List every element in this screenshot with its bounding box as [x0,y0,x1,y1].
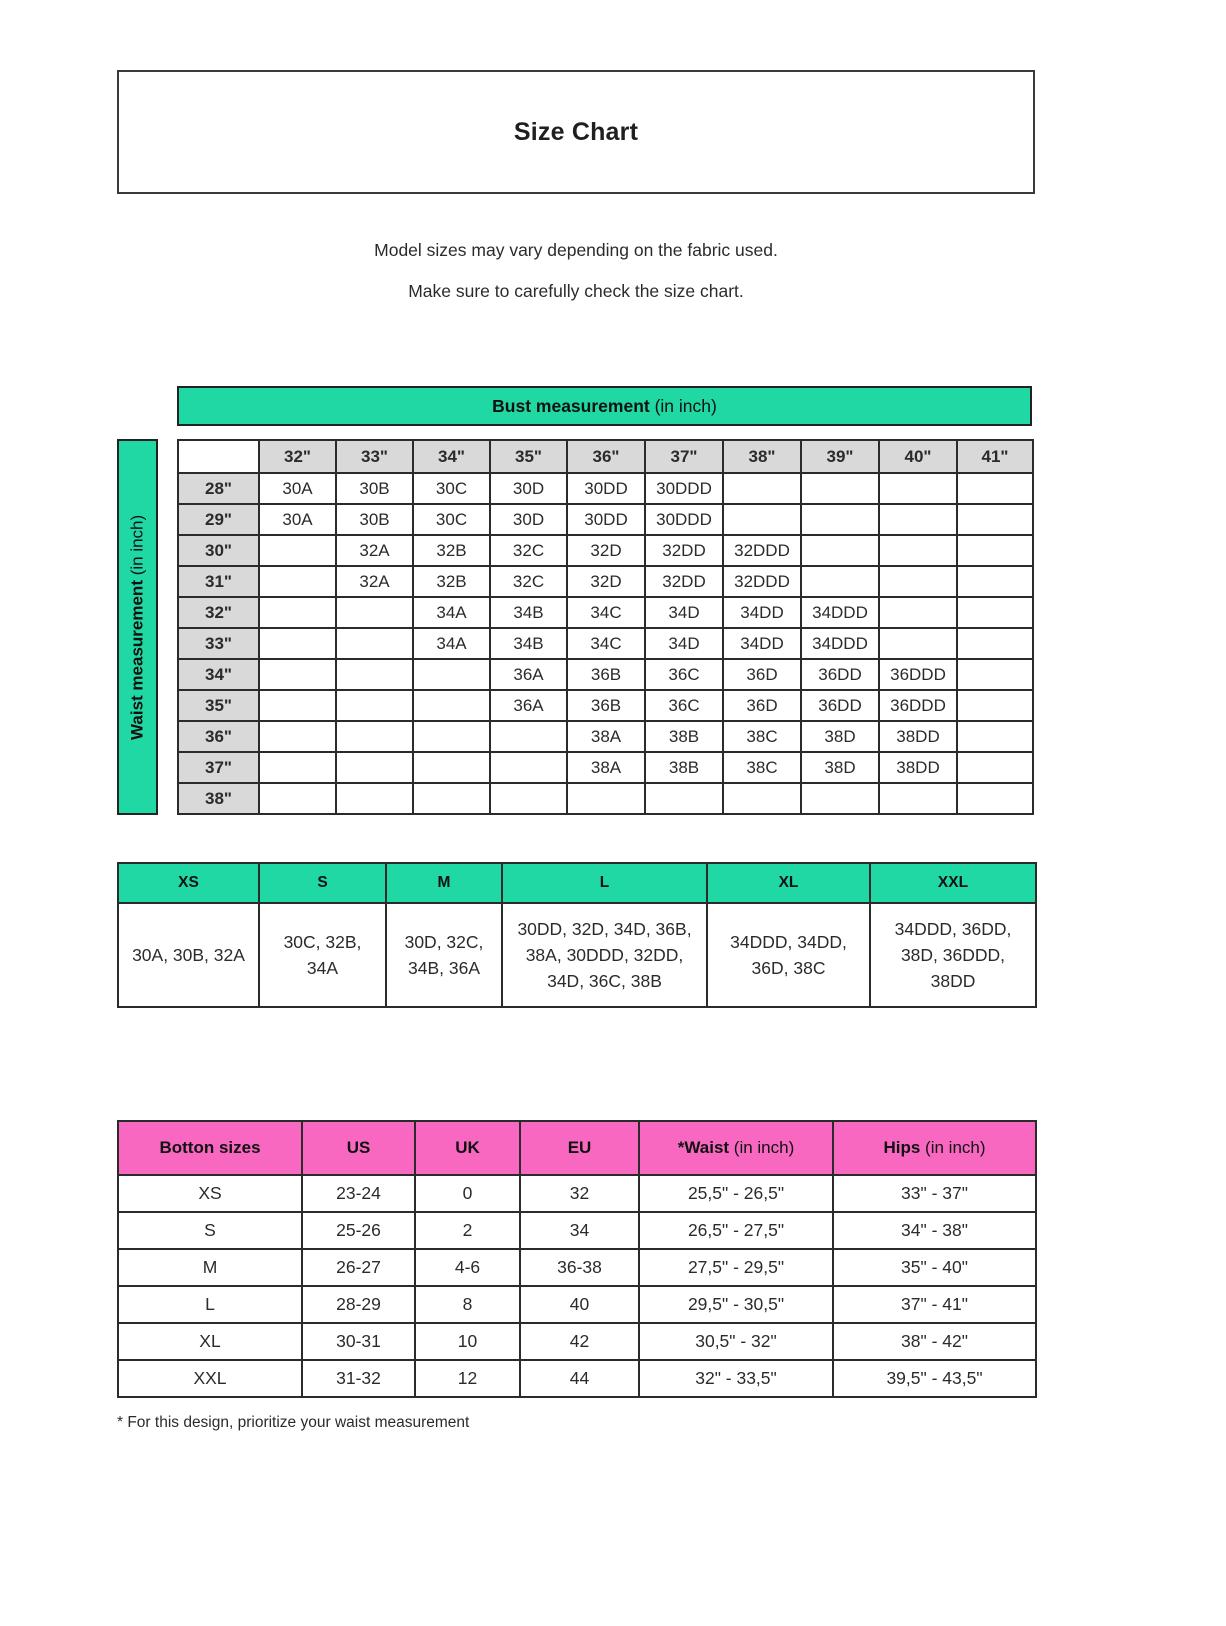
bust-size-cell [957,659,1033,690]
bottom-col-header-bold: Botton sizes [159,1138,261,1157]
bust-col-header: 41" [957,440,1033,473]
bottom-col-header [639,1121,833,1175]
size-group-header: XL [707,863,870,903]
bust-size-cell: 38D [801,721,879,752]
bottom-size-cell: 32 [520,1175,639,1212]
bust-size-cell: 36D [723,659,801,690]
bust-size-cell [879,535,957,566]
size-group-sizes: 30D, 32C, 34B, 36A [386,903,502,1007]
bust-size-cell: 38A [567,721,645,752]
waist-row-header: 28" [178,473,259,504]
bust-size-cell: 30D [490,504,567,535]
bust-size-cell: 32DD [645,566,723,597]
bottom-size-cell: 34 [520,1212,639,1249]
bust-size-cell: 34DD [723,628,801,659]
bottom-size-cell: 25-26 [302,1212,415,1249]
bust-size-cell [723,504,801,535]
bottom-size-cell: 39,5" - 43,5" [833,1360,1036,1397]
bust-col-header: 39" [801,440,879,473]
bust-size-cell: 30A [259,504,336,535]
waist-row-header: 29" [178,504,259,535]
bust-size-cell: 34C [567,597,645,628]
bust-size-cell: 32D [567,566,645,597]
bust-table-row [178,473,1033,504]
bust-size-cell: 36DDD [879,690,957,721]
waist-row-header: 33" [178,628,259,659]
bust-size-cell: 32D [567,535,645,566]
bust-size-cell [259,628,336,659]
bust-table-row [178,597,1033,628]
bottom-col-header [833,1121,1036,1175]
waist-row-header: 35" [178,690,259,721]
bust-size-cell: 38A [567,752,645,783]
bust-size-cell [957,690,1033,721]
bust-size-cell [413,690,490,721]
bust-size-cell: 32B [413,535,490,566]
bust-size-cell [957,473,1033,504]
bust-size-cell: 36C [645,659,723,690]
bottom-col-header-bold: Hips [883,1138,921,1157]
bottom-size-cell: 8 [415,1286,520,1323]
bottom-size-cell: 25,5" - 26,5" [639,1175,833,1212]
bust-size-cell: 32DDD [723,535,801,566]
bust-size-cell [801,566,879,597]
size-group-sizes: 34DDD, 34DD, 36D, 38C [707,903,870,1007]
bust-size-cell [957,504,1033,535]
waist-row-header: 38" [178,783,259,814]
bust-table-section [117,439,1035,815]
bottom-sizes-row [118,1360,1036,1397]
waist-row-header: 34" [178,659,259,690]
bottom-col-header-bold: US [346,1138,371,1157]
bust-size-cell: 34DD [723,597,801,628]
bust-size-cell [259,659,336,690]
bust-size-cell: 30B [336,504,413,535]
bust-size-cell: 36D [723,690,801,721]
bust-col-header: 36" [567,440,645,473]
bust-size-cell [259,690,336,721]
bottom-sizes-row [118,1212,1036,1249]
bust-size-cell [336,597,413,628]
bust-size-cell [413,659,490,690]
bust-col-header: 34" [413,440,490,473]
bust-size-cell: 38D [801,752,879,783]
bottom-size-cell: 35" - 40" [833,1249,1036,1286]
bottom-col-header-bold: *Waist [677,1138,730,1157]
bust-measurement-header-label: Bust measurement (in inch) [492,395,717,416]
bust-size-cell: 38DD [879,721,957,752]
bust-table-row [178,566,1033,597]
side-gap [158,439,177,815]
size-groups-table [117,862,1037,1008]
bottom-size-cell: 26,5" - 27,5" [639,1212,833,1249]
bust-size-cell [879,566,957,597]
bust-size-cell [801,783,879,814]
bust-size-cell [490,752,567,783]
bust-size-cell: 30D [490,473,567,504]
bust-size-cell: 32DDD [723,566,801,597]
bust-size-cell: 36A [490,659,567,690]
bust-size-cell: 32A [336,535,413,566]
page-title: Size Chart [513,117,639,146]
subtitle-line-1: Model sizes may vary depending on the fabric used. [374,240,778,260]
bust-size-cell: 32C [490,566,567,597]
bust-size-cell: 30B [336,473,413,504]
bust-size-cell [259,535,336,566]
bust-size-cell [957,566,1033,597]
bust-size-cell [336,783,413,814]
bust-size-cell: 30A [259,473,336,504]
bottom-size-cell: 0 [415,1175,520,1212]
bust-size-cell [259,597,336,628]
bottom-size-cell: 28-29 [302,1286,415,1323]
bust-size-cell: 34B [490,597,567,628]
size-group-header: M [386,863,502,903]
bust-col-header: 35" [490,440,567,473]
bust-size-cell [957,535,1033,566]
bust-size-cell [957,721,1033,752]
size-group-sizes: 30A, 30B, 32A [118,903,259,1007]
bust-size-cell [801,535,879,566]
bottom-size-cell: 40 [520,1286,639,1323]
bust-size-cell [723,473,801,504]
bust-table-row [178,690,1033,721]
waist-side-label-text: Waist measurement (in inch) [127,514,147,740]
bust-size-cell [879,504,957,535]
bust-size-cell: 30C [413,504,490,535]
bust-size-cell: 32C [490,535,567,566]
bust-size-cell: 30DD [567,473,645,504]
bust-size-cell: 34D [645,628,723,659]
bust-size-cell: 34C [567,628,645,659]
bust-size-cell [259,783,336,814]
size-group-sizes: 30C, 32B, 34A [259,903,386,1007]
size-group-sizes: 30DD, 32D, 34D, 36B, 38A, 30DDD, 32DD, 34D, 36C, 38B [502,903,707,1007]
bust-size-cell: 34A [413,628,490,659]
bust-size-cell: 36B [567,690,645,721]
bust-size-cell [801,504,879,535]
bust-size-cell [879,628,957,659]
bust-table-header-row [178,440,1033,473]
bust-size-cell [957,783,1033,814]
bust-table-row [178,535,1033,566]
bottom-sizes-header-row [118,1121,1036,1175]
bust-size-cell: 34DDD [801,628,879,659]
bottom-size-cell: 10 [415,1323,520,1360]
bottom-col-header [415,1121,520,1175]
bottom-size-cell: XL [118,1323,302,1360]
bust-table-row [178,628,1033,659]
bust-size-cell: 34D [645,597,723,628]
waist-row-header: 30" [178,535,259,566]
bust-size-cell: 36DD [801,690,879,721]
bust-size-cell: 36DD [801,659,879,690]
footnote: * For this design, prioritize your waist measurement [117,1414,470,1431]
size-group-sizes: 34DDD, 36DD, 38D, 36DDD, 38DD [870,903,1036,1007]
bust-size-cell [413,721,490,752]
bottom-col-header-note: (in inch) [920,1138,986,1157]
bottom-col-header-note: (in inch) [729,1138,795,1157]
bust-size-cell [957,628,1033,659]
bust-size-cell: 38B [645,721,723,752]
bust-col-header: 40" [879,440,957,473]
bottom-size-cell: 44 [520,1360,639,1397]
bust-size-cell: 32A [336,566,413,597]
bust-size-cell: 30DD [567,504,645,535]
bust-size-cell [801,473,879,504]
bust-size-cell: 34A [413,597,490,628]
size-group-header: L [502,863,707,903]
bottom-sizes-row [118,1286,1036,1323]
bust-size-cell: 32B [413,566,490,597]
bottom-col-header [118,1121,302,1175]
bottom-size-cell: 26-27 [302,1249,415,1286]
size-group-header: XS [118,863,259,903]
bust-corner-cell [178,440,259,473]
bust-size-cell [957,597,1033,628]
bust-size-cell [490,783,567,814]
bust-size-cell: 30DDD [645,473,723,504]
waist-row-header: 32" [178,597,259,628]
bottom-size-cell: 29,5" - 30,5" [639,1286,833,1323]
bottom-size-cell: 32" - 33,5" [639,1360,833,1397]
bust-table-row [178,659,1033,690]
bottom-size-cell: 2 [415,1212,520,1249]
size-groups-value-row [118,903,1036,1007]
bust-size-cell [259,752,336,783]
bust-size-cell [879,783,957,814]
bottom-size-cell: 34" - 38" [833,1212,1036,1249]
bust-size-cell [413,752,490,783]
bust-size-cell [259,566,336,597]
bust-size-cell: 32DD [645,535,723,566]
bust-size-cell: 38C [723,752,801,783]
bottom-size-cell: XS [118,1175,302,1212]
size-groups-header-row [118,863,1036,903]
title-box [117,70,1035,194]
bottom-size-cell: 12 [415,1360,520,1397]
bust-size-cell: 36C [645,690,723,721]
bust-size-cell [336,752,413,783]
bottom-size-cell: 31-32 [302,1360,415,1397]
bust-size-cell: 30DDD [645,504,723,535]
bottom-col-header [520,1121,639,1175]
bust-size-cell [567,783,645,814]
bust-size-cell [879,597,957,628]
bottom-size-cell: 42 [520,1323,639,1360]
bust-size-cell [645,783,723,814]
bottom-size-cell: 27,5" - 29,5" [639,1249,833,1286]
bust-size-cell [336,659,413,690]
bust-size-cell [336,628,413,659]
bust-size-cell: 38DD [879,752,957,783]
size-group-header: XXL [870,863,1036,903]
bust-table-row [178,504,1033,535]
bust-size-cell [336,721,413,752]
bottom-size-cell: 23-24 [302,1175,415,1212]
bust-measurement-header [177,386,1032,426]
bust-size-cell: 36B [567,659,645,690]
bottom-size-cell: 4-6 [415,1249,520,1286]
subtitle-line-2: Make sure to carefully check the size chart. [408,281,744,301]
bust-size-cell [336,690,413,721]
bottom-size-cell: 30,5" - 32" [639,1323,833,1360]
bust-size-table [177,439,1034,815]
bust-table-row [178,783,1033,814]
bottom-size-cell: XXL [118,1360,302,1397]
bottom-size-cell: 30-31 [302,1323,415,1360]
bust-size-cell: 36DDD [879,659,957,690]
bust-size-cell [413,783,490,814]
bottom-size-cell: 37" - 41" [833,1286,1036,1323]
bust-size-cell: 38C [723,721,801,752]
bottom-size-cell: 33" - 37" [833,1175,1036,1212]
bottom-col-header-bold: EU [567,1138,592,1157]
bust-col-header: 37" [645,440,723,473]
bottom-sizes-row [118,1249,1036,1286]
bottom-size-cell: S [118,1212,302,1249]
bottom-col-header-bold: UK [455,1138,480,1157]
waist-row-header: 31" [178,566,259,597]
bottom-sizes-table [117,1120,1037,1398]
bottom-size-cell: M [118,1249,302,1286]
size-group-header: S [259,863,386,903]
bottom-sizes-row [118,1323,1036,1360]
waist-row-header: 36" [178,721,259,752]
bust-size-cell: 30C [413,473,490,504]
bottom-size-cell: L [118,1286,302,1323]
bust-size-cell: 34DDD [801,597,879,628]
bust-table-row [178,752,1033,783]
bust-col-header: 33" [336,440,413,473]
bust-size-cell [879,473,957,504]
bust-size-cell [259,721,336,752]
bust-size-cell [723,783,801,814]
bottom-size-cell: 38" - 42" [833,1323,1036,1360]
bust-table-row [178,721,1033,752]
waist-measurement-side-label [117,439,158,815]
bottom-sizes-row [118,1175,1036,1212]
waist-row-header: 37" [178,752,259,783]
bust-size-cell [957,752,1033,783]
bottom-col-header [302,1121,415,1175]
bust-col-header: 32" [259,440,336,473]
bust-size-cell: 38B [645,752,723,783]
bust-size-cell: 34B [490,628,567,659]
bust-col-header: 38" [723,440,801,473]
bust-size-cell [490,721,567,752]
bottom-size-cell: 36-38 [520,1249,639,1286]
bust-size-cell: 36A [490,690,567,721]
